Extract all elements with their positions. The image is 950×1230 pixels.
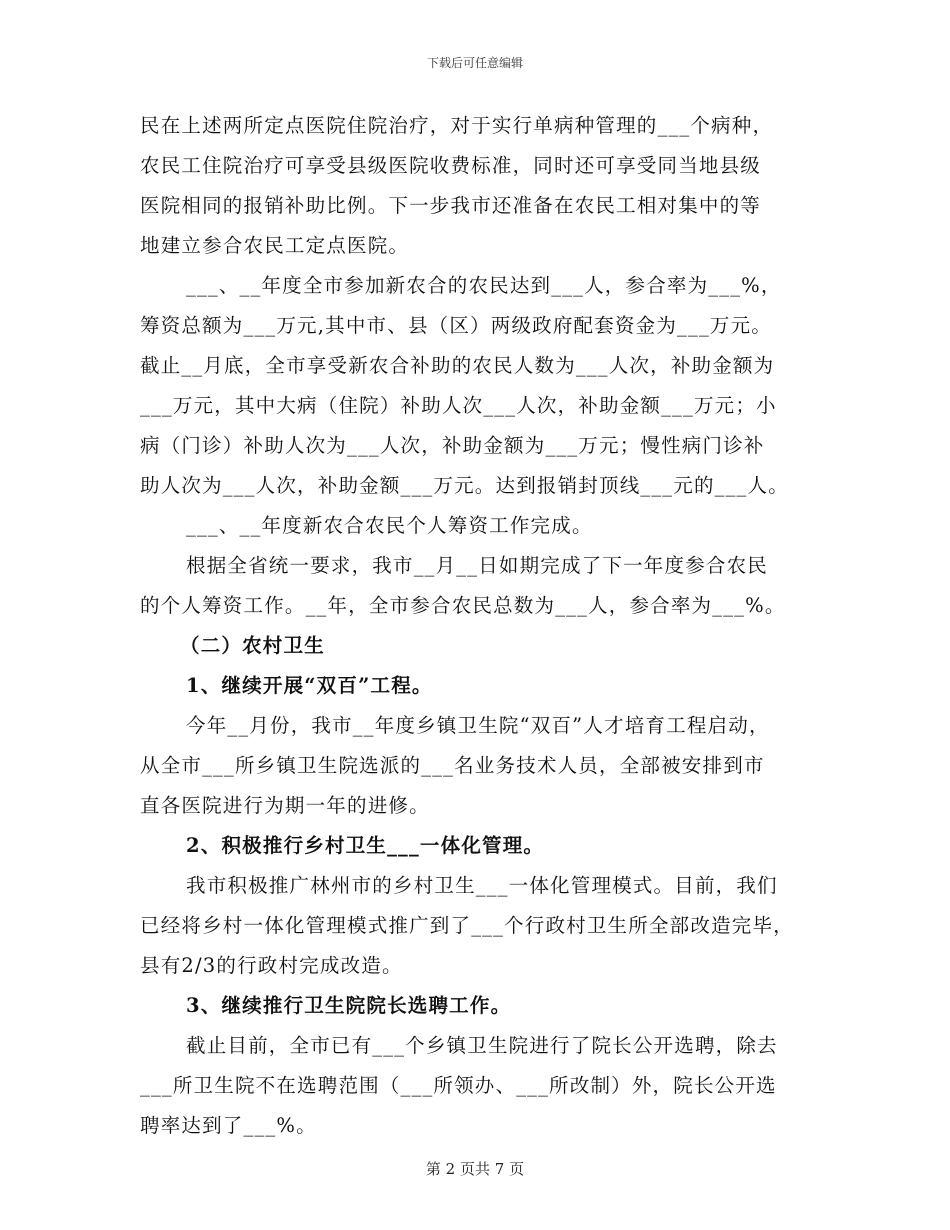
- body-line: 地建立参合农民工定点医院。: [140, 234, 410, 257]
- body-line: 今年__月份，我市__年度乡镇卫生院“双百”人才培育工程启动，: [186, 714, 770, 737]
- subsection-heading: 3、继续推行卫生院院长选聘工作。: [186, 994, 512, 1017]
- body-line: 的个人筹资工作。__年，全市参合农民总数为___人，参合率为___%。: [140, 594, 786, 617]
- body-line: 已经将乡村一体化管理模式推广到了___个行政村卫生所全部改造完毕，: [140, 914, 794, 937]
- body-line: 助人次为___人次，补助金额___万元。达到报销封顶线___元的___人。: [140, 474, 789, 497]
- page-header: 下载后可任意编辑: [426, 56, 523, 70]
- page-footer: 第 2 页共 7 页: [425, 1160, 525, 1178]
- body-line: 我市积极推广林州市的乡村卫生___一体化管理模式。目前，我们: [186, 874, 778, 897]
- body-line: 筹资总额为___万元,其中市、县（区）两级政府配套资金为___万元。: [140, 314, 772, 337]
- body-line: 医院相同的报销补助比例。下一步我市还准备在农民工相对集中的等: [140, 194, 762, 217]
- subsection-heading: 1、继续开展“双百”工程。: [186, 674, 433, 697]
- body-line: ___、__年度新农合农民个人筹资工作完成。: [186, 514, 593, 537]
- body-line: 根据全省统一要求，我市__月__日如期完成了下一年度参合农民: [186, 554, 769, 577]
- body-line: 截止__月底，全市享受新农合补助的农民人数为___人次，补助金额为: [140, 354, 775, 377]
- body-line: ___所卫生院不在选聘范围（___所领办、___所改制）外，院长公开选: [140, 1074, 777, 1097]
- body-line: 直各医院进行为期一年的进修。: [140, 794, 430, 817]
- body-line: ___万元，其中大病（住院）补助人次___人次，补助金额___万元；小: [140, 394, 777, 417]
- body-line: 县有2/3的行政村完成改造。: [140, 954, 403, 977]
- body-line: 从全市___所乡镇卫生院选派的___名业务技术人员，全部被安排到市: [140, 754, 765, 777]
- subsection-heading: 2、积极推行乡村卫生___一体化管理。: [186, 834, 545, 857]
- body-line: 民在上述两所定点医院住院治疗，对于实行单病种管理的___个病种，: [140, 114, 774, 137]
- document-body: [140, 106, 820, 1146]
- section-heading: （二）农村卫生: [180, 634, 325, 657]
- body-line: 农民工住院治疗可享受县级医院收费标准，同时还可享受同当地县级: [140, 154, 762, 177]
- body-line: 聘率达到了___%。: [140, 1114, 317, 1137]
- body-line: ___、__年度全市参加新农合的农民达到___人，参合率为___%，: [186, 274, 782, 297]
- body-line: 截止目前，全市已有___个乡镇卫生院进行了院长公开选聘，除去: [186, 1034, 778, 1057]
- body-line: 病（门诊）补助人次为___人次，补助金额为___万元；慢性病门诊补: [140, 434, 765, 457]
